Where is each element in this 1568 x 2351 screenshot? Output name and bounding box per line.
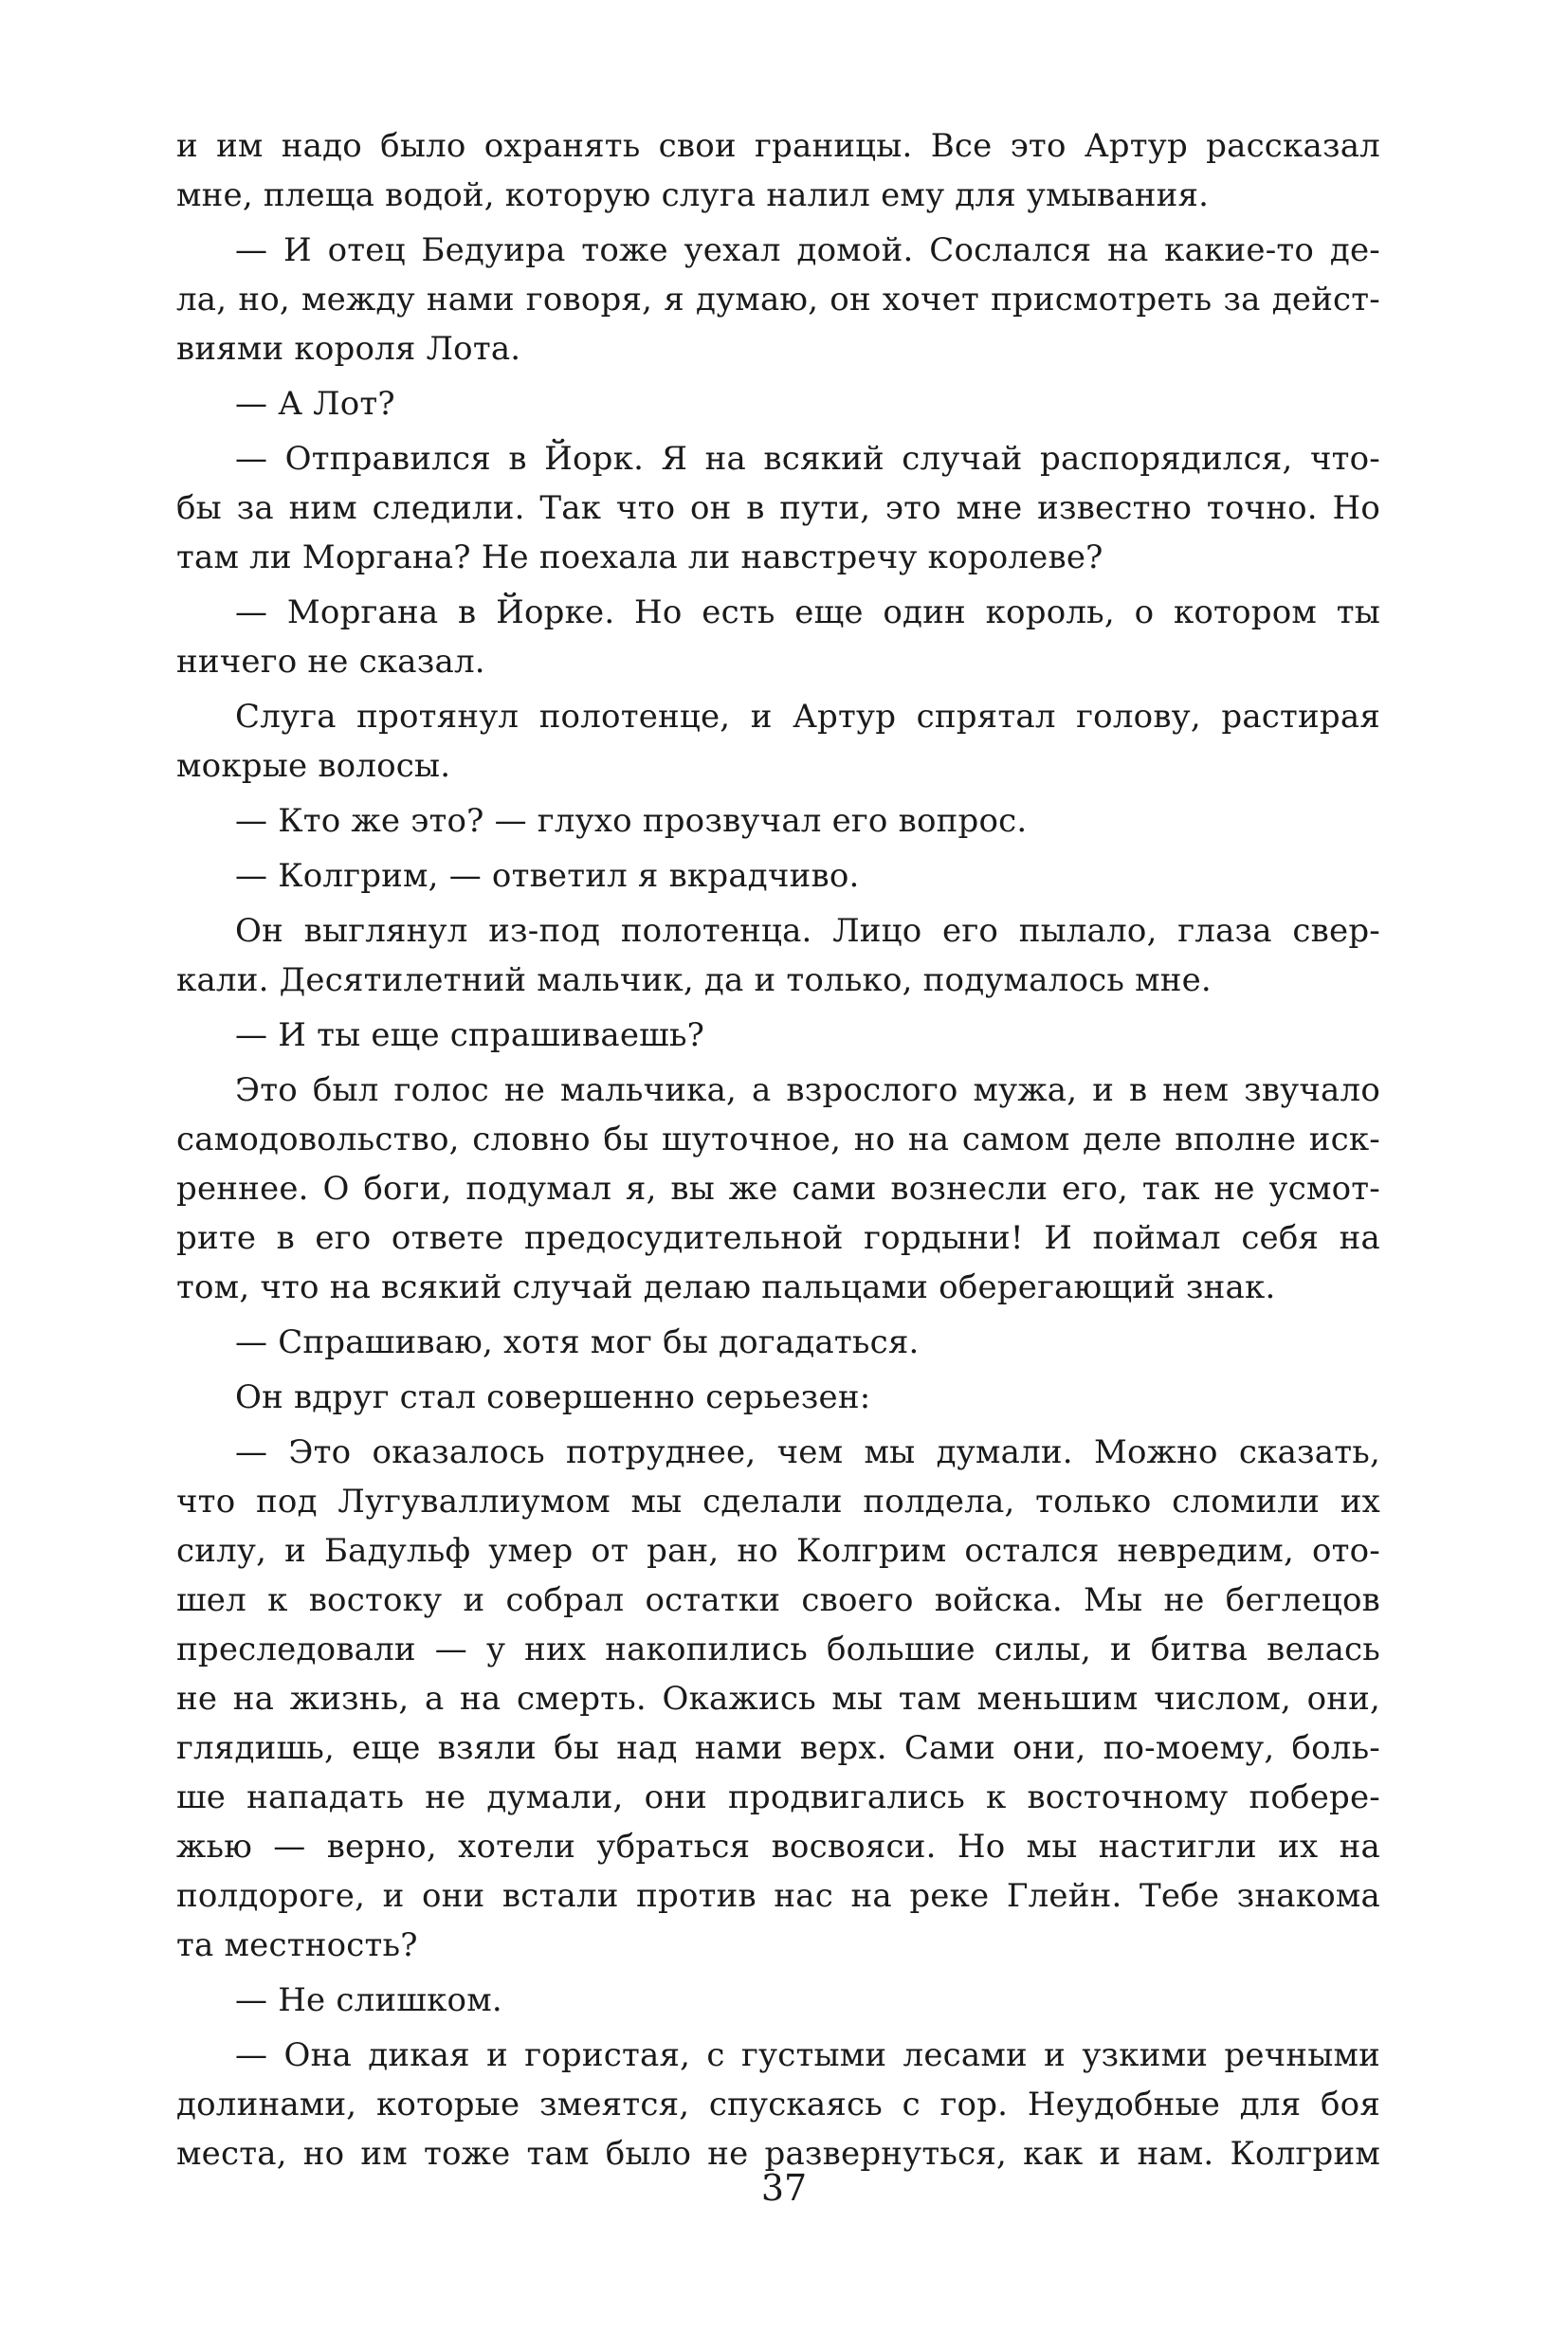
text-line: ничего не сказал.: [176, 643, 485, 681]
text-line: ше нападать не думали, они продвигались к восточному побере-: [176, 1778, 1380, 1816]
text-line: Он выглянул из-под полотенца. Лицо его пылало, глаза свер-: [235, 912, 1380, 950]
text-line: шел к востоку и собрал остатки своего войска. Мы не беглецов: [176, 1581, 1380, 1619]
text-line: — Отправился в Йорк. Я на всякий случай распорядился, что-: [235, 440, 1380, 478]
text-line: реннее. О боги, подумал я, вы же сами вознесли его, так не усмот-: [176, 1170, 1380, 1208]
text-line: та местность?: [176, 1926, 418, 1964]
text-line: мне, плеща водой, которую слуга налил ему для умывания.: [176, 176, 1210, 214]
text-line: — И ты еще спрашиваешь?: [235, 1016, 705, 1054]
text-line: — И отец Бедуира тоже уехал домой. Сослался на какие-то де-: [235, 231, 1380, 269]
text-line: долинами, которые змеятся, спускаясь с гор. Неудобные для боя: [176, 2086, 1380, 2123]
text-line: полдороге, и они встали против нас на реке Глейн. Тебе знакома: [176, 1877, 1380, 1915]
text-line: — Не слишком.: [235, 1981, 502, 2019]
text-line: — Колгрим, — ответил я вкрадчиво.: [235, 857, 860, 895]
text-line: — Это оказалось потруднее, чем мы думали. Можно сказать,: [235, 1433, 1380, 1471]
text-line: Это был голос не мальчика, а взрослого мужа, и в нем звучало: [235, 1071, 1380, 1109]
text-line: рите в его ответе предосудительной гордыни! И поймал себя на: [176, 1219, 1380, 1257]
text-line: что под Лугуваллиумом мы сделали полдела, только сломили их: [176, 1483, 1380, 1521]
text-line: — Кто же это? — глухо прозвучал его вопрос.: [235, 802, 1028, 840]
text-line: самодовольство, словно бы шуточное, но на самом деле вполне иск-: [176, 1121, 1380, 1158]
text-line: глядишь, еще взяли бы над нами верх. Сами они, по-моему, боль-: [176, 1729, 1380, 1767]
page-number: 37: [760, 2167, 808, 2209]
text-line: жью — верно, хотели убраться восвояси. Но мы настигли их на: [176, 1828, 1380, 1866]
text-line: ла, но, между нами говоря, я думаю, он хочет присмотреть за дейст-: [176, 281, 1380, 319]
text-line: том, что на всякий случай делаю пальцами оберегающий знак.: [176, 1268, 1276, 1306]
text-line: и им надо было охранять свои границы. Все это Артур рассказал: [176, 127, 1380, 165]
text-line: там ли Моргана? Не поехала ли навстречу королеве?: [176, 538, 1103, 576]
text-line: Он вдруг стал совершенно серьезен:: [235, 1378, 871, 1416]
text-line: не на жизнь, а на смерть. Окажись мы там меньшим числом, они,: [176, 1680, 1380, 1718]
text-line: места, но им тоже там было не развернуться, как и нам. Колгрим: [176, 2135, 1380, 2173]
text-line: виями короля Лота.: [176, 330, 521, 368]
text-line: — Спрашиваю, хотя мог бы догадаться.: [235, 1323, 920, 1361]
text-line: преследовали — у них накопились большие силы, и битва велась: [176, 1631, 1380, 1668]
text-line: Слуга протянул полотенце, и Артур спрятал голову, растирая: [235, 698, 1380, 736]
text-line: — А Лот?: [235, 385, 395, 423]
text-line: — Она дикая и гористая, с густыми лесами и узкими речными: [235, 2036, 1380, 2074]
text-line: кали. Десятилетний мальчик, да и только, подумалось мне.: [176, 961, 1212, 999]
body-text: [176, 121, 1380, 2178]
text-line: — Моргана в Йорке. Но есть еще один король, о котором ты: [235, 593, 1380, 631]
text-line: силу, и Бадульф умер от ран, но Колгрим остался невредим, ото-: [176, 1532, 1380, 1570]
text-line: мокрые волосы.: [176, 747, 451, 785]
text-line: бы за ним следили. Так что он в пути, это мне известно точно. Но: [176, 489, 1380, 527]
